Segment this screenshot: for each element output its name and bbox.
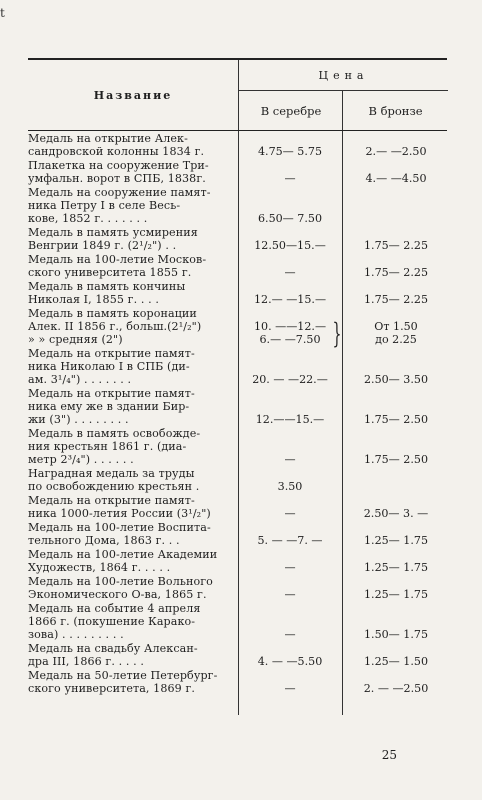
table-header [28,58,447,131]
price-silver: — [284,682,296,695]
price-bronze: 1.75— 2.25 [363,266,429,279]
price-bronze: 2.50— 3.50 [363,373,429,386]
price-bronze: 4.— —4.50 [365,172,427,185]
price-bronze: 1.25— 1.75 [363,561,429,574]
medal-name: Медаль на открытие памят- ника 1000-летия России (3¹/₂") [28,494,211,520]
price-bronze: От 1.50 до 2.25 [374,320,418,346]
table-row [28,346,447,386]
table-row [28,426,447,466]
medal-name: Медаль на 100-летие Воспита- тельного Дома, 1863 г. . . [28,521,211,547]
price-bronze: 1.75— 2.50 [363,413,429,426]
price-silver: — [284,588,296,601]
table-row [28,131,447,158]
table-row [28,225,447,252]
column-header-price: Цена [238,60,448,91]
table-row [28,158,447,185]
price-bronze: 1.50— 1.75 [363,628,429,641]
table-row [28,668,447,695]
price-bronze: 1.75— 2.25 [363,293,429,306]
medal-name: Плакетка на сооружение Три- умфальн. ворот в СПБ, 1838г. [28,159,209,185]
medal-name: Медаль в память коронации Алек. II 1856 г., больш.(2¹/₂") » » средняя (2") [28,307,202,346]
price-bronze: 2.50— 3. — [363,507,429,520]
table-body [28,131,447,695]
table-row [28,574,447,601]
medal-name: Наградная медаль за труды по освобождению крестьян . [28,467,200,493]
price-silver: — [284,507,296,520]
table-row [28,386,447,426]
table-row [28,601,447,641]
medal-name: Медаль на открытие памят- ника Николаю I в СПБ (ди- ам. 3¹/₄") . . . . . . . [28,347,195,386]
medal-name: Медаль в память освобожде- ния крестьян 1861 г. (диа- метр 2³/₄") . . . . . . [28,427,201,466]
table-row [28,185,447,225]
medal-name: Медаль на открытие памят- ника ему же в здании Бир- жи (3") . . . . . . . . [28,387,195,426]
page-edge-mark: t [0,6,5,20]
price-silver: 12.— —15.— [253,293,327,306]
price-bronze: 1.25— 1.50 [363,655,429,668]
table-row [28,493,447,520]
price-silver: 12.50—15.— [254,239,326,252]
grouping-brace: } [332,317,342,350]
price-silver: 20. — —22.— [252,373,328,386]
price-silver: — [284,628,296,641]
price-silver: 12.——15.— [255,413,325,426]
price-silver: 4.75— 5.75 [257,145,323,158]
price-silver: 6.50— 7.50 [257,212,323,225]
column-header-name: Название [93,88,173,102]
price-bronze: 1.25— 1.75 [363,588,429,601]
column-header-bronze: В бронзе [342,91,448,130]
medal-name: Медаль в память усмирения Венгрии 1849 г. (2¹/₂") . . [28,226,198,252]
medal-name: Медаль на свадьбу Алексан- дра III, 1866 г. . . . . [28,642,198,668]
price-bronze: 1.75— 2.25 [363,239,429,252]
page-number: 25 [381,748,397,762]
table-row [28,641,447,668]
table-row [28,252,447,279]
column-header-silver: В серебре [238,91,343,130]
medal-name: Медаль на событие 4 апреля 1866 г. (покушение Карако- зова) . . . . . . . . . [28,602,201,641]
table-row [28,279,447,306]
price-silver: 3.50 [277,480,303,493]
price-silver: — [284,561,296,574]
table-row [28,547,447,574]
price-silver: — [284,266,296,279]
price-silver: — [284,172,296,185]
price-bronze: 2.— —2.50 [365,145,427,158]
price-table [28,58,447,695]
price-silver: 4. — —5.50 [257,655,323,668]
medal-name: Медаль на 100-летие Москов- ского университета 1855 г. [28,253,207,279]
medal-name: Медаль на открытие Алек- сандровской колонны 1834 г. [28,132,205,158]
price-bronze: 2. — —2.50 [363,682,429,695]
table-row [28,466,447,493]
medal-name: Медаль на сооружение памят- ника Петру I в селе Весь- кове, 1852 г. . . . . . . [28,186,211,225]
table-row [28,306,447,350]
table-row [28,520,447,547]
price-silver: 5. — —7. — [257,534,323,547]
price-silver: 10. ——12.— 6.— —7.50 [253,320,327,346]
medal-name: Медаль на 50-летие Петербург- ского университета, 1869 г. [28,669,218,695]
medal-name: Медаль на 100-летие Академии Художеств, 1864 г. . . . . [28,548,218,574]
price-bronze: 1.25— 1.75 [363,534,429,547]
price-bronze: 1.75— 2.50 [363,453,429,466]
medal-name: Медаль на 100-летие Вольного Экономического О-ва, 1865 г. [28,575,213,601]
medal-name: Медаль в память кончины Николая I, 1855 г. . . . [28,280,186,306]
price-silver: — [284,453,296,466]
